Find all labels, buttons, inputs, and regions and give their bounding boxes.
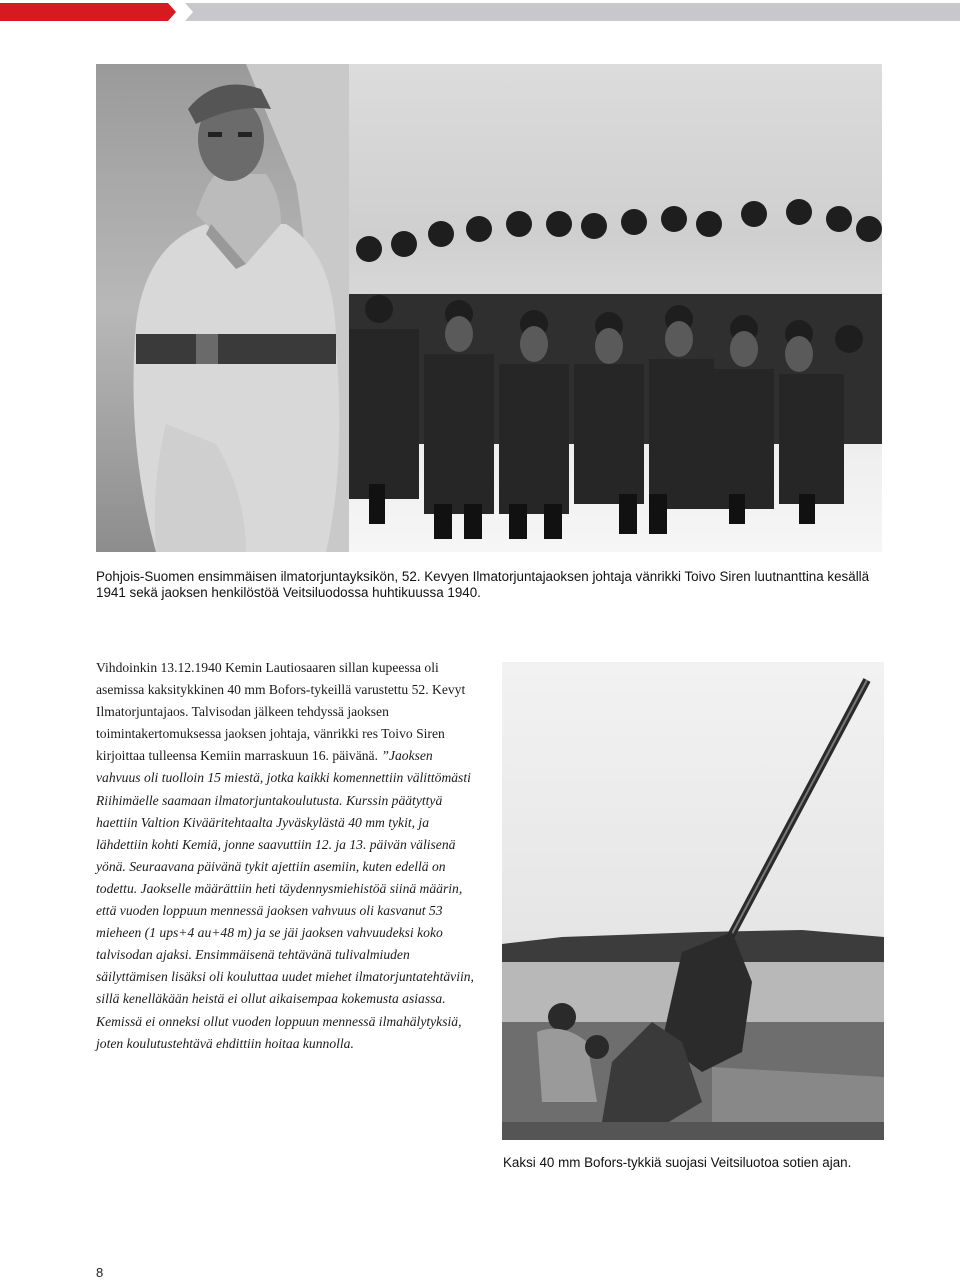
photo-caption-top: Pohjois-Suomen ensimmäisen ilmatorjuntayksikön, 52. Kevyen Ilmatorjuntajaoksen johtaja vänrikki Toivo Siren luutnanttina kesällä 1941 sekä jaoksen henkilöstöä Veitsiluodossa huhtikuussa 1940. [96, 569, 870, 600]
header-grey-band [185, 3, 960, 21]
body-paragraph-regular: Vihdoinkin 13.12.1940 Kemin Lautiosaaren sillan kupeessa oli asemissa kaksitykkinen 40 mm Bofors-tykeillä varustettu 52. Kevyt Ilmatorjuntajaos. Talvisodan jälkeen tehdyssä jaoksen toimintakertomuksessa jaoksen johtaja, vänrikki res Toivo Siren kirjoittaa tulleensa Kemiin marraskuun 16. päivänä. [96, 660, 466, 764]
article-body [96, 657, 478, 1055]
page-number: 8 [96, 1265, 104, 1280]
portrait-photo [96, 64, 349, 552]
anti-aircraft-gun-icon [502, 662, 884, 1140]
portrait-photo-icon [96, 64, 349, 552]
gun-photo [502, 662, 884, 1140]
body-paragraph-quote: ”Jaoksen vahvuus oli tuolloin 15 miestä, jotka kaikki komennettiin välittömästi Riihimäelle saamaan ilmatorjuntakoulutusta. Kurssin päätyttyä haettiin Valtion Kivääritehtaalta Jyväskylästä 40 mm tykit, ja lähdettiin kohti Kemiä, jonne saavuttiin 12. ja 13. päivän välisenä yönä. Seuraavana päivänä tykit ajettiin asemiin, kuten edellä on todettu. Jaokselle määrättiin heti täydennysmiehistöä siinä määrin, että vuoden loppuun mennessä jaoksen vahvuus oli kasvanut 53 mieheen (1 ups+4 au+48 m) ja se jäi jaoksen vahvuudeksi koko talvisodan ajaksi. Ensimmäisenä tehtävänä tulivalmiuden säilyttämisen lisäksi oli kouluttaa uudet miehet ilmatorjuntatehtäviin, sillä kenelläkään heistä ei ollut aikaisempaa kokemusta asiassa. Kemissä ei onneksi ollut vuoden loppuun mennessä ilmahälytyksiä, joten koulutustehtävä ehdittiin hoitaa kunnolla. [96, 748, 474, 1051]
photo-caption-gun: Kaksi 40 mm Bofors-tykkiä suojasi Veitsiluotoa sotien ajan. [503, 1155, 852, 1170]
group-photo [349, 64, 882, 552]
group-photo-icon [349, 64, 882, 552]
header-bar [0, 0, 960, 24]
header-accent-arrow [0, 3, 176, 21]
